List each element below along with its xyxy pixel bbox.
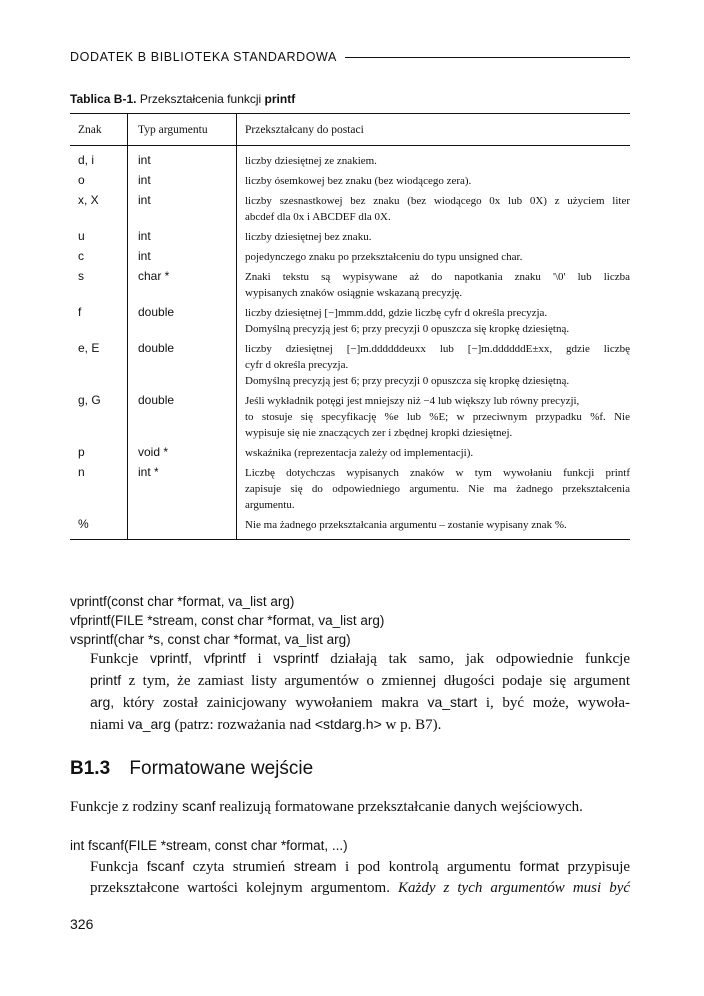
code-run: <stdarg.h>: [314, 716, 382, 732]
cell-typ: int: [127, 146, 236, 171]
code-run: va_start: [427, 694, 478, 710]
cell-postac: [236, 171, 630, 191]
code-run: format: [519, 858, 560, 874]
code-run: fscanf: [146, 858, 185, 874]
text-run: czyta strumień: [192, 859, 286, 875]
text-run: i pod kontrolą argumentu: [344, 859, 511, 875]
cell-postac: [236, 391, 630, 443]
text-run: w p. B7).: [385, 717, 442, 733]
text-run: przypisuje: [567, 859, 631, 875]
cell-znak: o: [78, 173, 85, 187]
signature-fscanf: int fscanf(FILE *stream, const char *format, ...): [70, 838, 348, 853]
cell-znak: f: [78, 305, 82, 319]
running-header: [70, 50, 630, 64]
caption-text: Przekształcenia funkcji: [139, 92, 262, 106]
running-title: DODATEK B BIBLIOTEKA STANDARDOWA: [70, 50, 337, 64]
cell-line: Jeśli wykładnik potęgi jest mniejszy niż −4 lub większy lub równy precyzji,: [245, 395, 580, 407]
cell-znak: p: [78, 445, 85, 459]
cell-znak: u: [78, 229, 85, 243]
page-number: 326: [70, 916, 94, 932]
cell-znak: g, G: [78, 393, 101, 407]
cell-typ: int: [127, 247, 236, 267]
cell-postac: [236, 339, 630, 391]
code-run: arg,: [90, 694, 115, 710]
cell-znak: d, i: [78, 153, 95, 167]
text-run: który został zainicjowany wywołaniem makra: [122, 695, 419, 711]
table-row: [70, 146, 630, 171]
paragraph-line: [90, 692, 630, 714]
table-row: [70, 171, 630, 191]
cell-typ: double: [127, 339, 236, 391]
cell-znak: %: [78, 517, 89, 531]
table-row: [70, 515, 630, 539]
header-rule: [345, 57, 630, 58]
table-row: [70, 339, 630, 391]
code-run: printf: [90, 672, 122, 688]
emphasis-run: Każdy z tych argumentów musi być: [397, 880, 631, 896]
cell-line: cyfr d określa precyzja.: [245, 359, 349, 371]
cell-postac: [236, 227, 630, 247]
text-run: Funkcje: [90, 651, 139, 667]
code-run: va_arg: [127, 716, 171, 732]
cell-line: Znaki tekstu są wypisywane aż do napotkania znaku '\0' lub liczba: [245, 271, 630, 283]
signature-vprintf: vprintf(const char *format, va_list arg): [70, 594, 295, 609]
fscanf-description: [90, 856, 630, 899]
cell-line: argumentu.: [245, 499, 295, 511]
cell-postac: [236, 247, 630, 267]
table-row: [70, 443, 630, 463]
cell-typ: int: [127, 171, 236, 191]
column-header-typ: Typ argumentu: [127, 114, 236, 145]
cell-typ: void *: [127, 443, 236, 463]
code-run: scanf: [182, 798, 216, 814]
cell-znak: x, X: [78, 193, 99, 207]
cell-postac: [236, 515, 630, 539]
cell-postac: [236, 303, 630, 339]
text-run: niami: [90, 717, 125, 733]
cell-znak: n: [78, 465, 85, 479]
cell-line: wypisanych znaków osiągnie wskazaną precyzję.: [245, 287, 463, 299]
paragraph-line: [90, 878, 630, 899]
section-number: B1.3: [70, 758, 111, 779]
cell-line: to stosuje się specyfikację %e lub %E; w przeciwnym przypadku %f. Nie: [245, 411, 630, 423]
signature-vfprintf: vfprintf(FILE *stream, const char *format, va_list arg): [70, 613, 385, 628]
cell-postac: [236, 191, 630, 227]
table-caption: [70, 92, 295, 106]
cell-line: liczby dziesiętnej [−]m.ddddddeuxx lub [−]m.ddddddE±xx, gdzie liczbę: [245, 343, 630, 355]
paragraph-line: [90, 714, 630, 736]
cell-line: liczby dziesiętnej ze znakiem.: [245, 155, 377, 167]
cell-line: abcdef dla 0x i ABCDEF dla 0X.: [245, 211, 391, 223]
signature-vsprintf: vsprintf(char *s, const char *format, va_list arg): [70, 632, 351, 647]
cell-line: liczby dziesiętnej bez znaku.: [245, 231, 372, 243]
cell-typ: int: [127, 191, 236, 227]
table-row: [70, 227, 630, 247]
paragraph-line: [90, 856, 630, 878]
paragraph-line: [90, 648, 630, 670]
code-run: vprintf,: [150, 650, 193, 666]
cell-line: pojedynczego znaku po przekształceniu do typu unsigned char.: [245, 251, 523, 263]
text-run: działają tak samo, jak odpowiednie funkcje: [330, 651, 630, 667]
cell-postac: [236, 267, 630, 303]
section-intro: [70, 796, 630, 818]
caption-label: Tablica B-1.: [70, 92, 137, 106]
table-body: [70, 146, 630, 539]
cell-postac: [236, 463, 630, 515]
cell-line: wskaźnika (reprezentacja zależy od implementacji).: [245, 447, 474, 459]
cell-znak: s: [78, 269, 84, 283]
cell-line: liczby szesnastkowej bez znaku (bez wiodącego 0x lub 0X) z użyciem liter: [245, 195, 630, 207]
code-run: stream: [293, 858, 337, 874]
table-row: [70, 303, 630, 339]
cell-typ: double: [127, 303, 236, 339]
cell-line: Liczbę dotychczas wypisanych znaków w tym wywołaniu funkcji printf: [245, 467, 630, 479]
text-run: Funkcja: [90, 859, 139, 875]
text-run: z tym, że zamiast listy argumentów o zmiennej długości podaje się argument: [128, 673, 631, 689]
cell-line: Domyślną precyzją jest 6; przy precyzji 0 opuszcza się kropkę dziesiętną.: [245, 375, 570, 387]
text-run: przekształcone wartości kolejnym argumentom.: [90, 880, 390, 896]
cell-line: Domyślną precyzją jest 6; przy precyzji 0 opuszcza się kropkę dziesiętną.: [245, 323, 570, 335]
text-run: i: [257, 651, 262, 667]
cell-line: liczby ósemkowej bez znaku (bez wiodącego zera).: [245, 175, 472, 187]
caption-func: printf: [264, 92, 296, 106]
table-row: [70, 463, 630, 515]
conversion-table: [70, 113, 630, 540]
column-header-postac: Przekształcany do postaci: [236, 114, 630, 145]
text-run: Funkcje z rodziny: [70, 799, 179, 815]
text-run: realizują formatowane przekształcanie danych wejściowych.: [219, 799, 583, 815]
cell-postac: [236, 443, 630, 463]
cell-typ: char *: [127, 267, 236, 303]
cell-znak: c: [78, 249, 84, 263]
function-signatures: [70, 592, 384, 649]
paragraph-line: [90, 670, 630, 692]
cell-typ: int: [127, 227, 236, 247]
code-run: vfprintf: [203, 650, 246, 666]
cell-line: liczby dziesiętnej [−]mmm.ddd, gdzie liczbę cyfr d określa precyzja.: [245, 307, 548, 319]
table-row: [70, 191, 630, 227]
table-row: [70, 247, 630, 267]
code-run: vsprintf: [273, 650, 319, 666]
cell-line: Nie ma żadnego przekształcania argumentu – zostanie wypisany znak %.: [245, 519, 567, 531]
column-header-znak: Znak: [78, 123, 102, 136]
section-title: Formatowane wejście: [129, 758, 314, 779]
vprintf-description: [90, 648, 630, 736]
section-heading: [70, 758, 313, 780]
text-run: i, być może, wywoła-: [485, 695, 631, 711]
cell-znak: e, E: [78, 341, 100, 355]
table-header-row: [70, 114, 630, 146]
cell-line: zapisuje się do odpowiedniego argumentu. Nie ma żadnego przekształcenia: [245, 483, 630, 495]
cell-postac: [236, 146, 630, 171]
cell-typ: int *: [127, 463, 236, 515]
text-run: (patrz: rozważania nad: [174, 717, 312, 733]
cell-line: wypisuje się nie znaczących zer i zbędnej kropki dziesiętnej.: [245, 427, 513, 439]
cell-typ: [127, 515, 236, 539]
table-row: [70, 267, 630, 303]
cell-typ: double: [127, 391, 236, 443]
table-row: [70, 391, 630, 443]
